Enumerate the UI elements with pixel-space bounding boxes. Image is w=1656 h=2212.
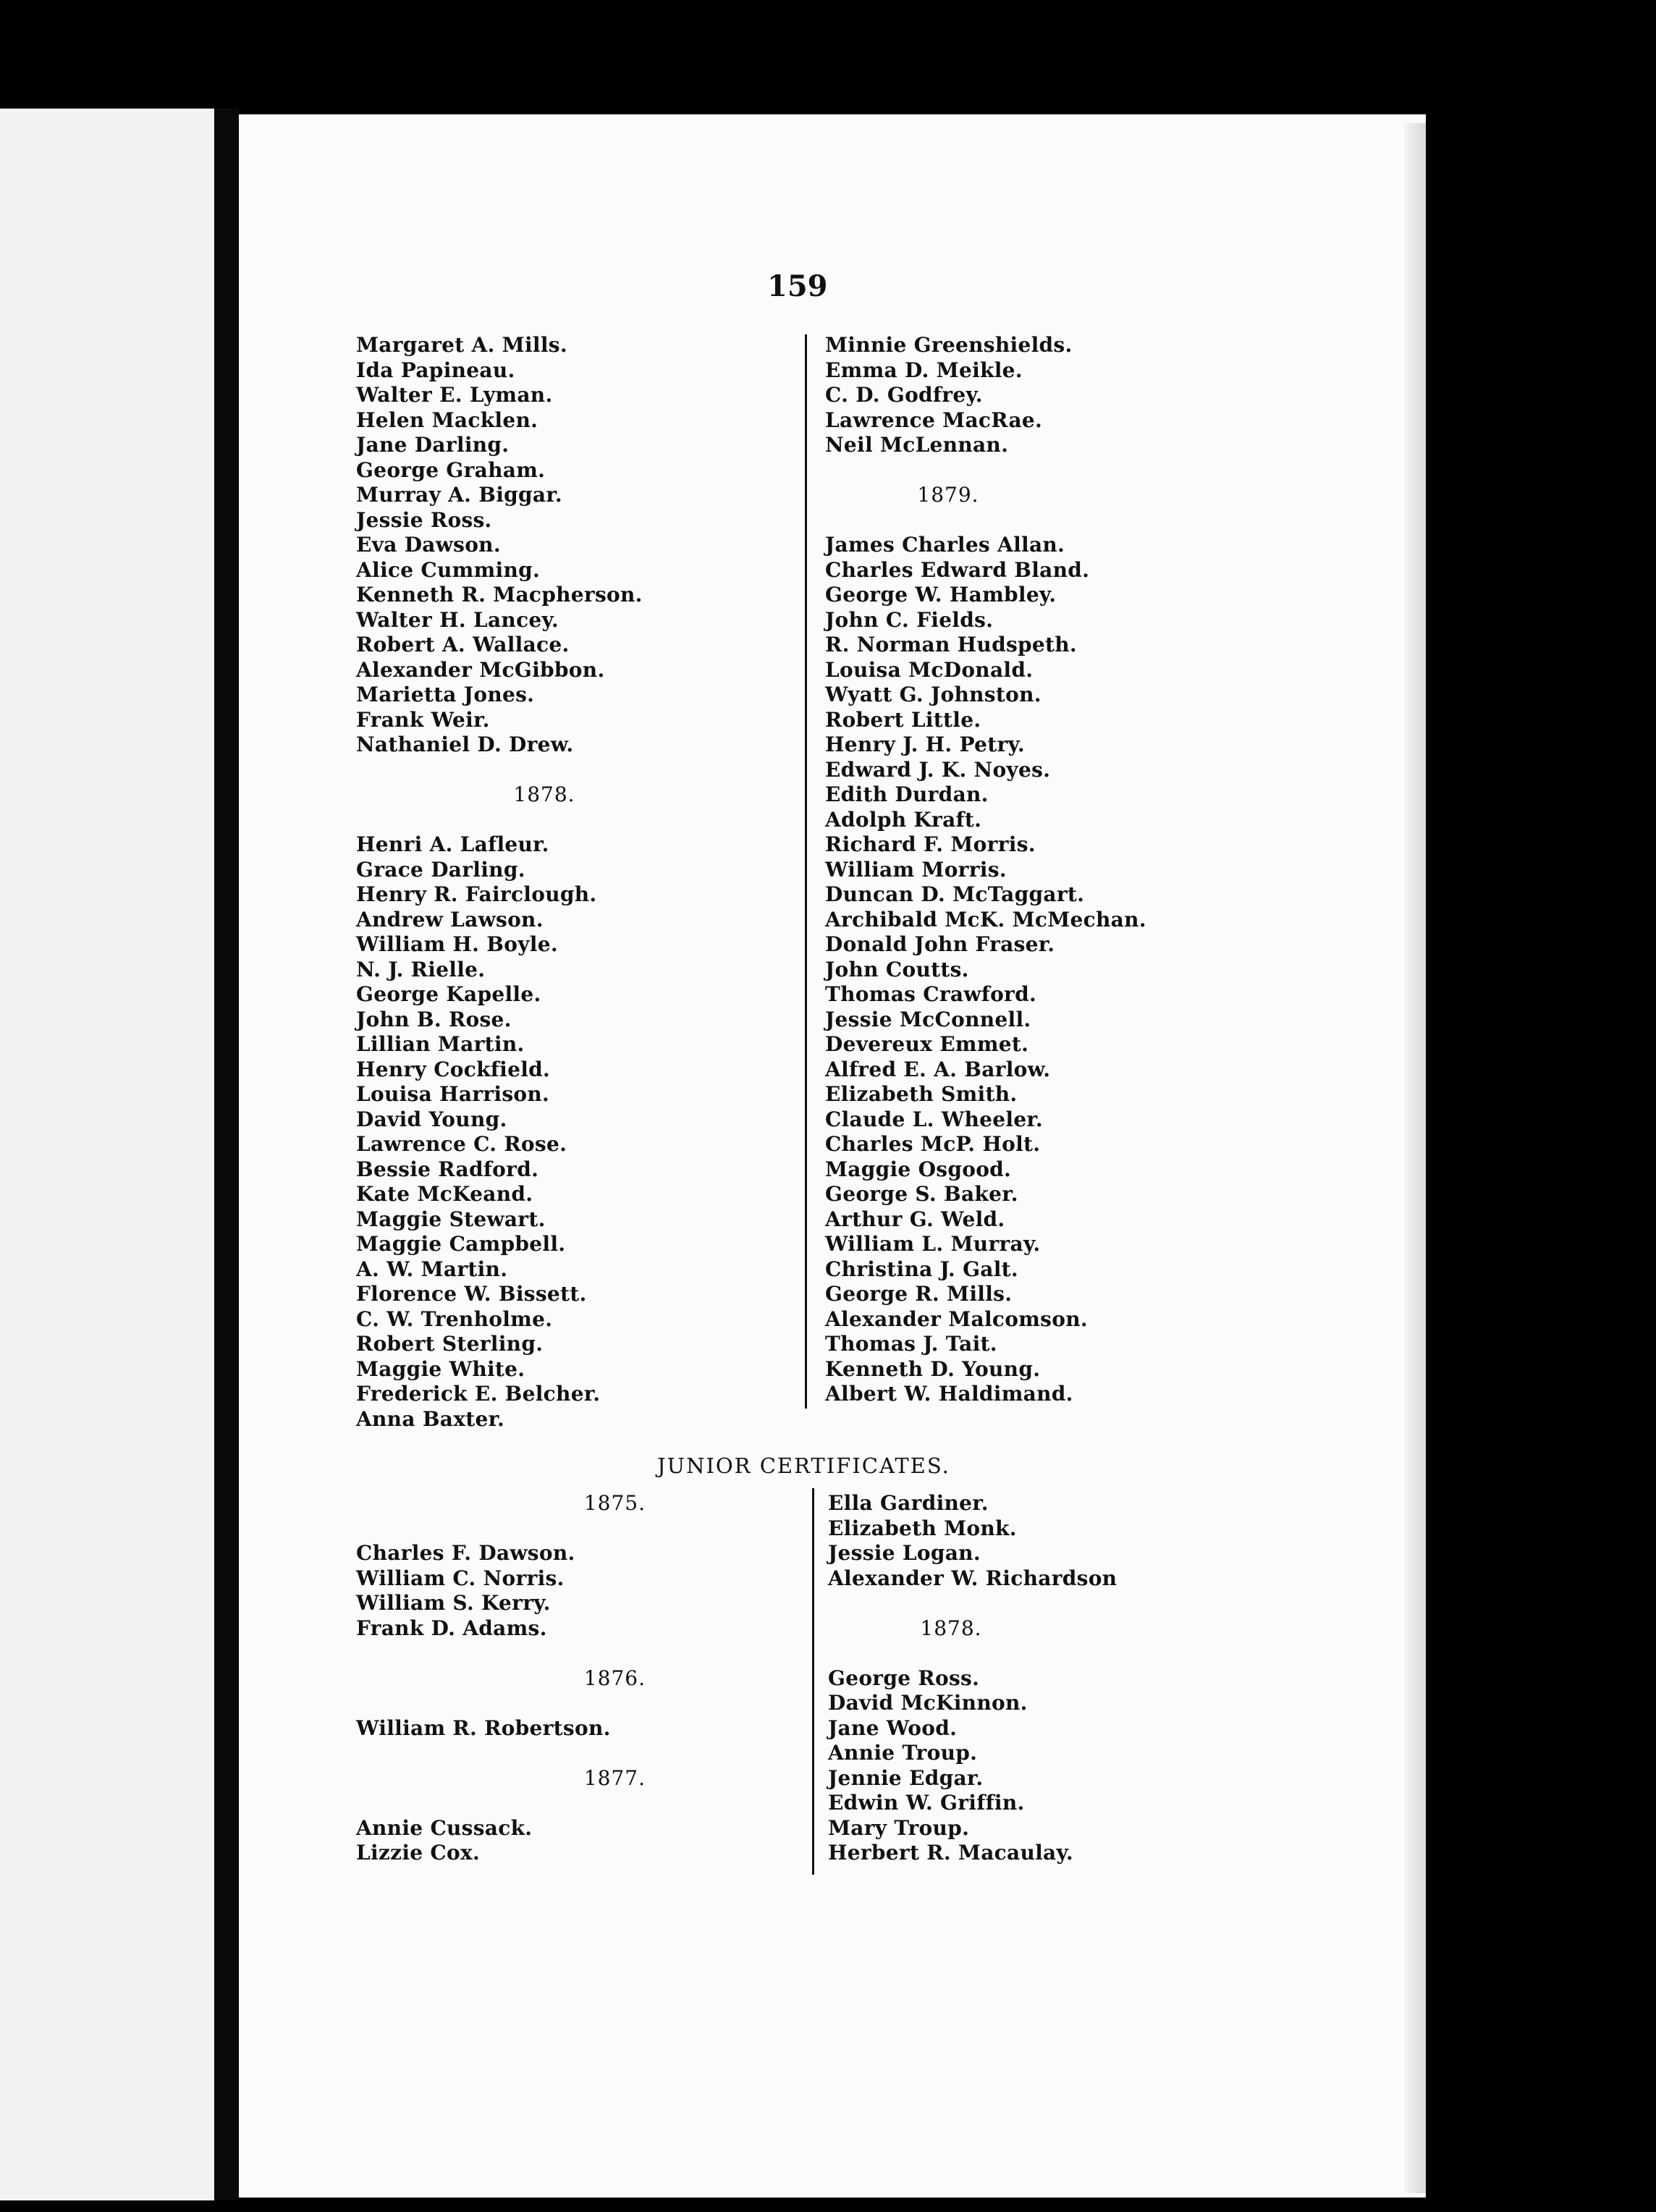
spacer — [356, 1691, 761, 1716]
senior-left-column — [356, 333, 761, 1432]
recipient-name: Henry Cockfield. — [356, 1057, 551, 1081]
recipient-name: George Kapelle. — [356, 982, 541, 1006]
spacer — [825, 508, 1201, 533]
recipient-name: Elizabeth Smith. — [825, 1082, 1018, 1106]
recipient-name: Christina J. Galt. — [825, 1257, 1018, 1281]
recipient-name: Helen Macklen. — [356, 408, 538, 432]
recipient-name: Annie Troup. — [828, 1741, 978, 1765]
recipient-name: Minnie Greenshields. — [825, 333, 1073, 357]
junior-left-column — [356, 1491, 761, 1866]
recipient-name: Kenneth D. Young. — [825, 1356, 1041, 1381]
recipient-name: Edwin W. Griffin. — [828, 1791, 1025, 1815]
recipient-name: Robert Sterling. — [356, 1332, 544, 1356]
recipient-name: Louisa McDonald. — [825, 657, 1034, 682]
recipient-name: Frank D. Adams. — [356, 1616, 547, 1640]
recipient-name: Grace Darling. — [356, 857, 525, 882]
adjacent-page-edge — [0, 109, 214, 2200]
recipient-name: George R. Mills. — [825, 1282, 1013, 1306]
recipient-name: Charles Edward Bland. — [825, 557, 1090, 582]
recipient-name: Henry J. H. Petry. — [825, 733, 1025, 756]
recipient-name: Robert Little. — [825, 707, 981, 732]
spacer — [828, 1641, 1204, 1666]
recipient-name: Florence W. Bissett. — [356, 1282, 587, 1306]
recipient-name: Alice Cumming. — [356, 557, 541, 582]
recipient-name: William R. Robertson. — [356, 1715, 611, 1740]
recipient-name: Neil McLennan. — [825, 433, 1009, 457]
recipient-name: Ella Gardiner. — [828, 1491, 989, 1515]
page-edge-shadow — [1404, 123, 1426, 2193]
page-number: 159 — [767, 269, 828, 303]
recipient-name: Adolph Kraft. — [825, 807, 982, 832]
recipient-name: Alexander W. Richardson — [828, 1566, 1118, 1590]
book-gutter — [214, 109, 239, 2200]
recipient-name: Albert W. Haldimand. — [825, 1382, 1073, 1406]
recipient-name: R. Norman Hudspeth. — [825, 633, 1077, 657]
spacer — [828, 1591, 1204, 1616]
recipient-name: Jane Wood. — [828, 1715, 958, 1740]
recipient-name: Marietta Jones. — [356, 683, 535, 706]
recipient-name: Kenneth R. Macpherson. — [356, 583, 643, 607]
recipient-name: Thomas Crawford. — [825, 982, 1037, 1006]
recipient-name: Lawrence C. Rose. — [356, 1132, 567, 1156]
recipient-name: Louisa Harrison. — [356, 1082, 550, 1106]
recipient-name: Elizabeth Monk. — [828, 1516, 1017, 1540]
recipient-name: William L. Murray. — [825, 1232, 1041, 1256]
recipient-name: Lizzie Cox. — [356, 1841, 481, 1865]
recipient-name: Edith Durdan. — [825, 782, 989, 806]
recipient-name: N. J. Rielle. — [356, 957, 486, 982]
year-heading: 1878. — [513, 782, 575, 806]
spacer — [356, 758, 761, 783]
recipient-name: A. W. Martin. — [356, 1257, 508, 1281]
recipient-name: Anna Baxter. — [356, 1406, 505, 1431]
recipient-name: Jessie Ross. — [356, 507, 492, 532]
recipient-name: Duncan D. McTaggart. — [825, 882, 1085, 906]
recipient-name: Emma D. Meikle. — [825, 358, 1023, 382]
spacer — [356, 808, 761, 833]
year-heading: 1879. — [917, 483, 979, 507]
recipient-name: Devereux Emmet. — [825, 1032, 1029, 1056]
recipient-name: Jane Darling. — [356, 433, 510, 457]
recipient-name: Maggie Osgood. — [825, 1157, 1012, 1181]
recipient-name: Arthur G. Weld. — [825, 1207, 1005, 1231]
recipient-name: Wyatt G. Johnston. — [825, 683, 1042, 706]
senior-right-column — [825, 333, 1201, 1407]
recipient-name: George W. Hambley. — [825, 583, 1057, 607]
recipient-name: Murray A. Biggar. — [356, 483, 562, 507]
recipient-name: C. W. Trenholme. — [356, 1306, 553, 1331]
recipient-name: Robert A. Wallace. — [356, 633, 570, 657]
recipient-name: Maggie White. — [356, 1356, 525, 1381]
recipient-name: Herbert R. Macaulay. — [828, 1841, 1073, 1865]
year-heading: 1878. — [920, 1616, 982, 1640]
recipient-name: Margaret A. Mills. — [356, 333, 567, 357]
recipient-name: Walter H. Lancey. — [356, 607, 559, 632]
recipient-name: John B. Rose. — [356, 1007, 512, 1031]
recipient-name: Andrew Lawson. — [356, 907, 544, 932]
year-heading: 1876. — [583, 1666, 646, 1690]
recipient-name: George S. Baker. — [825, 1182, 1018, 1206]
recipient-name: David McKinnon. — [828, 1691, 1028, 1715]
recipient-name: C. D. Godfrey. — [825, 383, 983, 407]
recipient-name: Bessie Radford. — [356, 1157, 539, 1181]
recipient-name: Alexander McGibbon. — [356, 657, 605, 682]
recipient-name: Walter E. Lyman. — [356, 383, 553, 407]
spacer — [356, 1741, 761, 1766]
recipient-name: Maggie Campbell. — [356, 1232, 566, 1256]
recipient-name: Alfred E. A. Barlow. — [825, 1057, 1051, 1081]
recipient-name: Alexander Malcomson. — [825, 1306, 1088, 1331]
section-heading: JUNIOR CERTIFICATES. — [657, 1453, 950, 1478]
recipient-name: Jessie McConnell. — [825, 1007, 1031, 1031]
year-heading: 1877. — [583, 1765, 646, 1790]
spacer — [356, 1516, 761, 1542]
spacer — [356, 1641, 761, 1666]
recipient-name: John C. Fields. — [825, 607, 994, 632]
recipient-name: Charles McP. Holt. — [825, 1132, 1041, 1156]
recipient-name: Donald John Fraser. — [825, 932, 1055, 956]
recipient-name: Richard F. Morris. — [825, 832, 1036, 856]
junior-right-column — [828, 1491, 1204, 1866]
recipient-name: Frank Weir. — [356, 707, 490, 732]
recipient-name: William H. Boyle. — [356, 932, 558, 956]
year-heading: 1875. — [583, 1491, 646, 1515]
column-divider-junior — [812, 1488, 814, 1875]
recipient-name: Eva Dawson. — [356, 533, 501, 557]
recipient-name: Kate McKeand. — [356, 1182, 533, 1206]
recipient-name: William S. Kerry. — [356, 1591, 551, 1615]
recipient-name: Archibald McK. McMechan. — [825, 907, 1146, 932]
recipient-name: Jennie Edgar. — [828, 1765, 984, 1790]
recipient-name: Frederick E. Belcher. — [356, 1382, 601, 1406]
recipient-name: John Coutts. — [825, 957, 969, 982]
recipient-name: William C. Norris. — [356, 1566, 565, 1590]
recipient-name: Annie Cussack. — [356, 1815, 533, 1840]
recipient-name: Henry R. Fairclough. — [356, 882, 597, 906]
spacer — [825, 458, 1201, 484]
recipient-name: Lillian Martin. — [356, 1032, 525, 1056]
spacer — [356, 1791, 761, 1816]
recipient-name: David Young. — [356, 1107, 507, 1131]
recipient-name: James Charles Allan. — [825, 533, 1065, 557]
recipient-name: Ida Papineau. — [356, 358, 515, 382]
column-divider-senior — [805, 334, 807, 1409]
recipient-name: Henri A. Lafleur. — [356, 832, 549, 856]
recipient-name: Lawrence MacRae. — [825, 408, 1043, 432]
recipient-name: Thomas J. Tait. — [825, 1332, 997, 1356]
recipient-name: Jessie Logan. — [828, 1541, 981, 1565]
recipient-name: Mary Troup. — [828, 1815, 970, 1840]
recipient-name: Charles F. Dawson. — [356, 1541, 575, 1565]
recipient-name: George Graham. — [356, 457, 546, 482]
recipient-name: Claude L. Wheeler. — [825, 1107, 1043, 1131]
recipient-name: Maggie Stewart. — [356, 1207, 546, 1231]
recipient-name: Edward J. K. Noyes. — [825, 757, 1051, 782]
recipient-name: George Ross. — [828, 1666, 980, 1690]
recipient-name: William Morris. — [825, 857, 1007, 882]
recipient-name: Nathaniel D. Drew. — [356, 733, 574, 756]
